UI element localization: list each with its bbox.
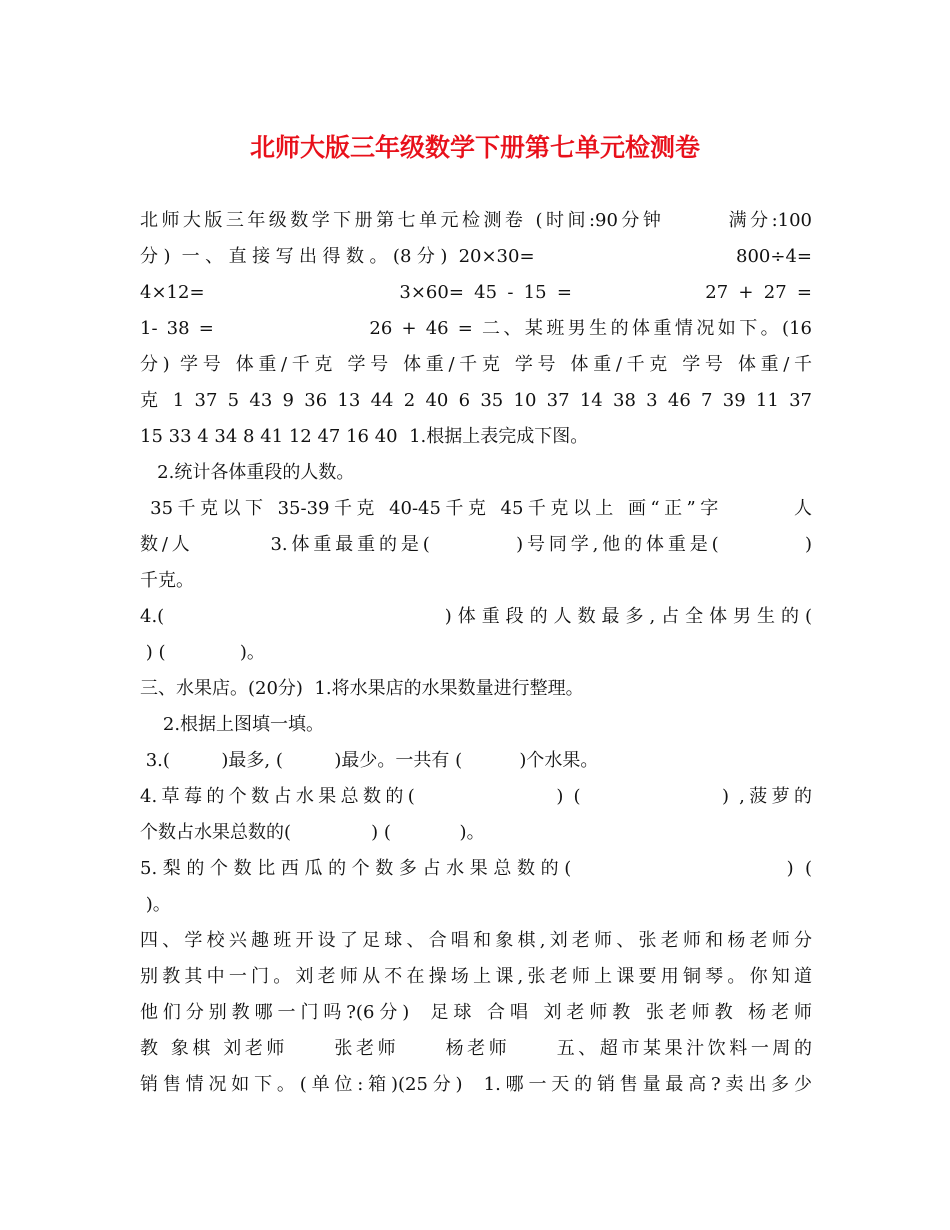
text-line: 三、水果店。(20分) 1.将水果店的水果数量进行整理。 bbox=[140, 678, 584, 699]
text-line: 分) 一、直接写出得数。(8分) 20×30= 800÷4= bbox=[140, 246, 812, 267]
text-line: 销售情况如下。(单位:箱)(25分) 1.哪一天的销售量最高?卖出多少 bbox=[140, 1074, 812, 1095]
text-line: 教 象棋 刘老师 张老师 杨老师 五、超市某果汁饮料一周的 bbox=[140, 1038, 812, 1059]
text-line: 千克。 bbox=[140, 570, 194, 591]
document-title: 北师大版三年级数学下册第七单元检测卷 bbox=[249, 133, 700, 162]
text-line: 分) 学号 体重/千克 学号 体重/千克 学号 体重/千克 学号 体重/千 bbox=[140, 354, 812, 375]
text-line: 15 33 4 34 8 41 12 47 16 40 1.根据上表完成下图。 bbox=[140, 426, 589, 447]
text-line: 克 1 37 5 43 9 36 13 44 2 40 6 35 10 37 14 38 3 46 7 39 11 37 bbox=[140, 390, 812, 411]
text-line: 北师大版三年级数学下册第七单元检测卷 (时间:90分钟 满分:100 bbox=[140, 210, 812, 231]
text-line: 个数占水果总数的( ) ( )。 bbox=[140, 822, 485, 843]
text-line: 2.根据上图填一填。 bbox=[140, 714, 325, 735]
text-line: 35千克以下 35-39千克 40-45千克 45千克以上 画“正”字 人 bbox=[140, 498, 812, 519]
text-line: 3.( )最多, ( )最少。一共有 ( )个水果。 bbox=[140, 750, 599, 771]
text-line: 2.统计各体重段的人数。 bbox=[140, 462, 355, 483]
text-line: ) ( )。 bbox=[140, 642, 265, 663]
text-line: 4×12= 3×60= 45 - 15 = 27 + 27 = bbox=[140, 282, 812, 303]
text-line: 5.梨的个数比西瓜的个数多占水果总数的( ) ( bbox=[140, 858, 812, 879]
text-line: 他们分别教哪一门吗?(6分) 足球 合唱 刘老师教 张老师教 杨老师 bbox=[140, 1002, 812, 1023]
text-line: 四、学校兴趣班开设了足球、合唱和象棋,刘老师、张老师和杨老师分 bbox=[140, 930, 812, 951]
text-line: 别教其中一门。刘老师从不在操场上课,张老师上课要用铜琴。你知道 bbox=[140, 966, 812, 987]
text-line: )。 bbox=[140, 894, 171, 915]
text-line: 数/人 3.体重最重的是( )号同学,他的体重是( ) bbox=[140, 534, 812, 555]
text-line: 4.草莓的个数占水果总数的( ) ( ) ,菠萝的 bbox=[140, 786, 812, 807]
text-line: 4.( )体重段的人数最多,占全体男生的( bbox=[140, 606, 812, 627]
text-line: 1- 38 = 26 + 46 = 二、某班男生的体重情况如下。(16 bbox=[140, 318, 812, 339]
